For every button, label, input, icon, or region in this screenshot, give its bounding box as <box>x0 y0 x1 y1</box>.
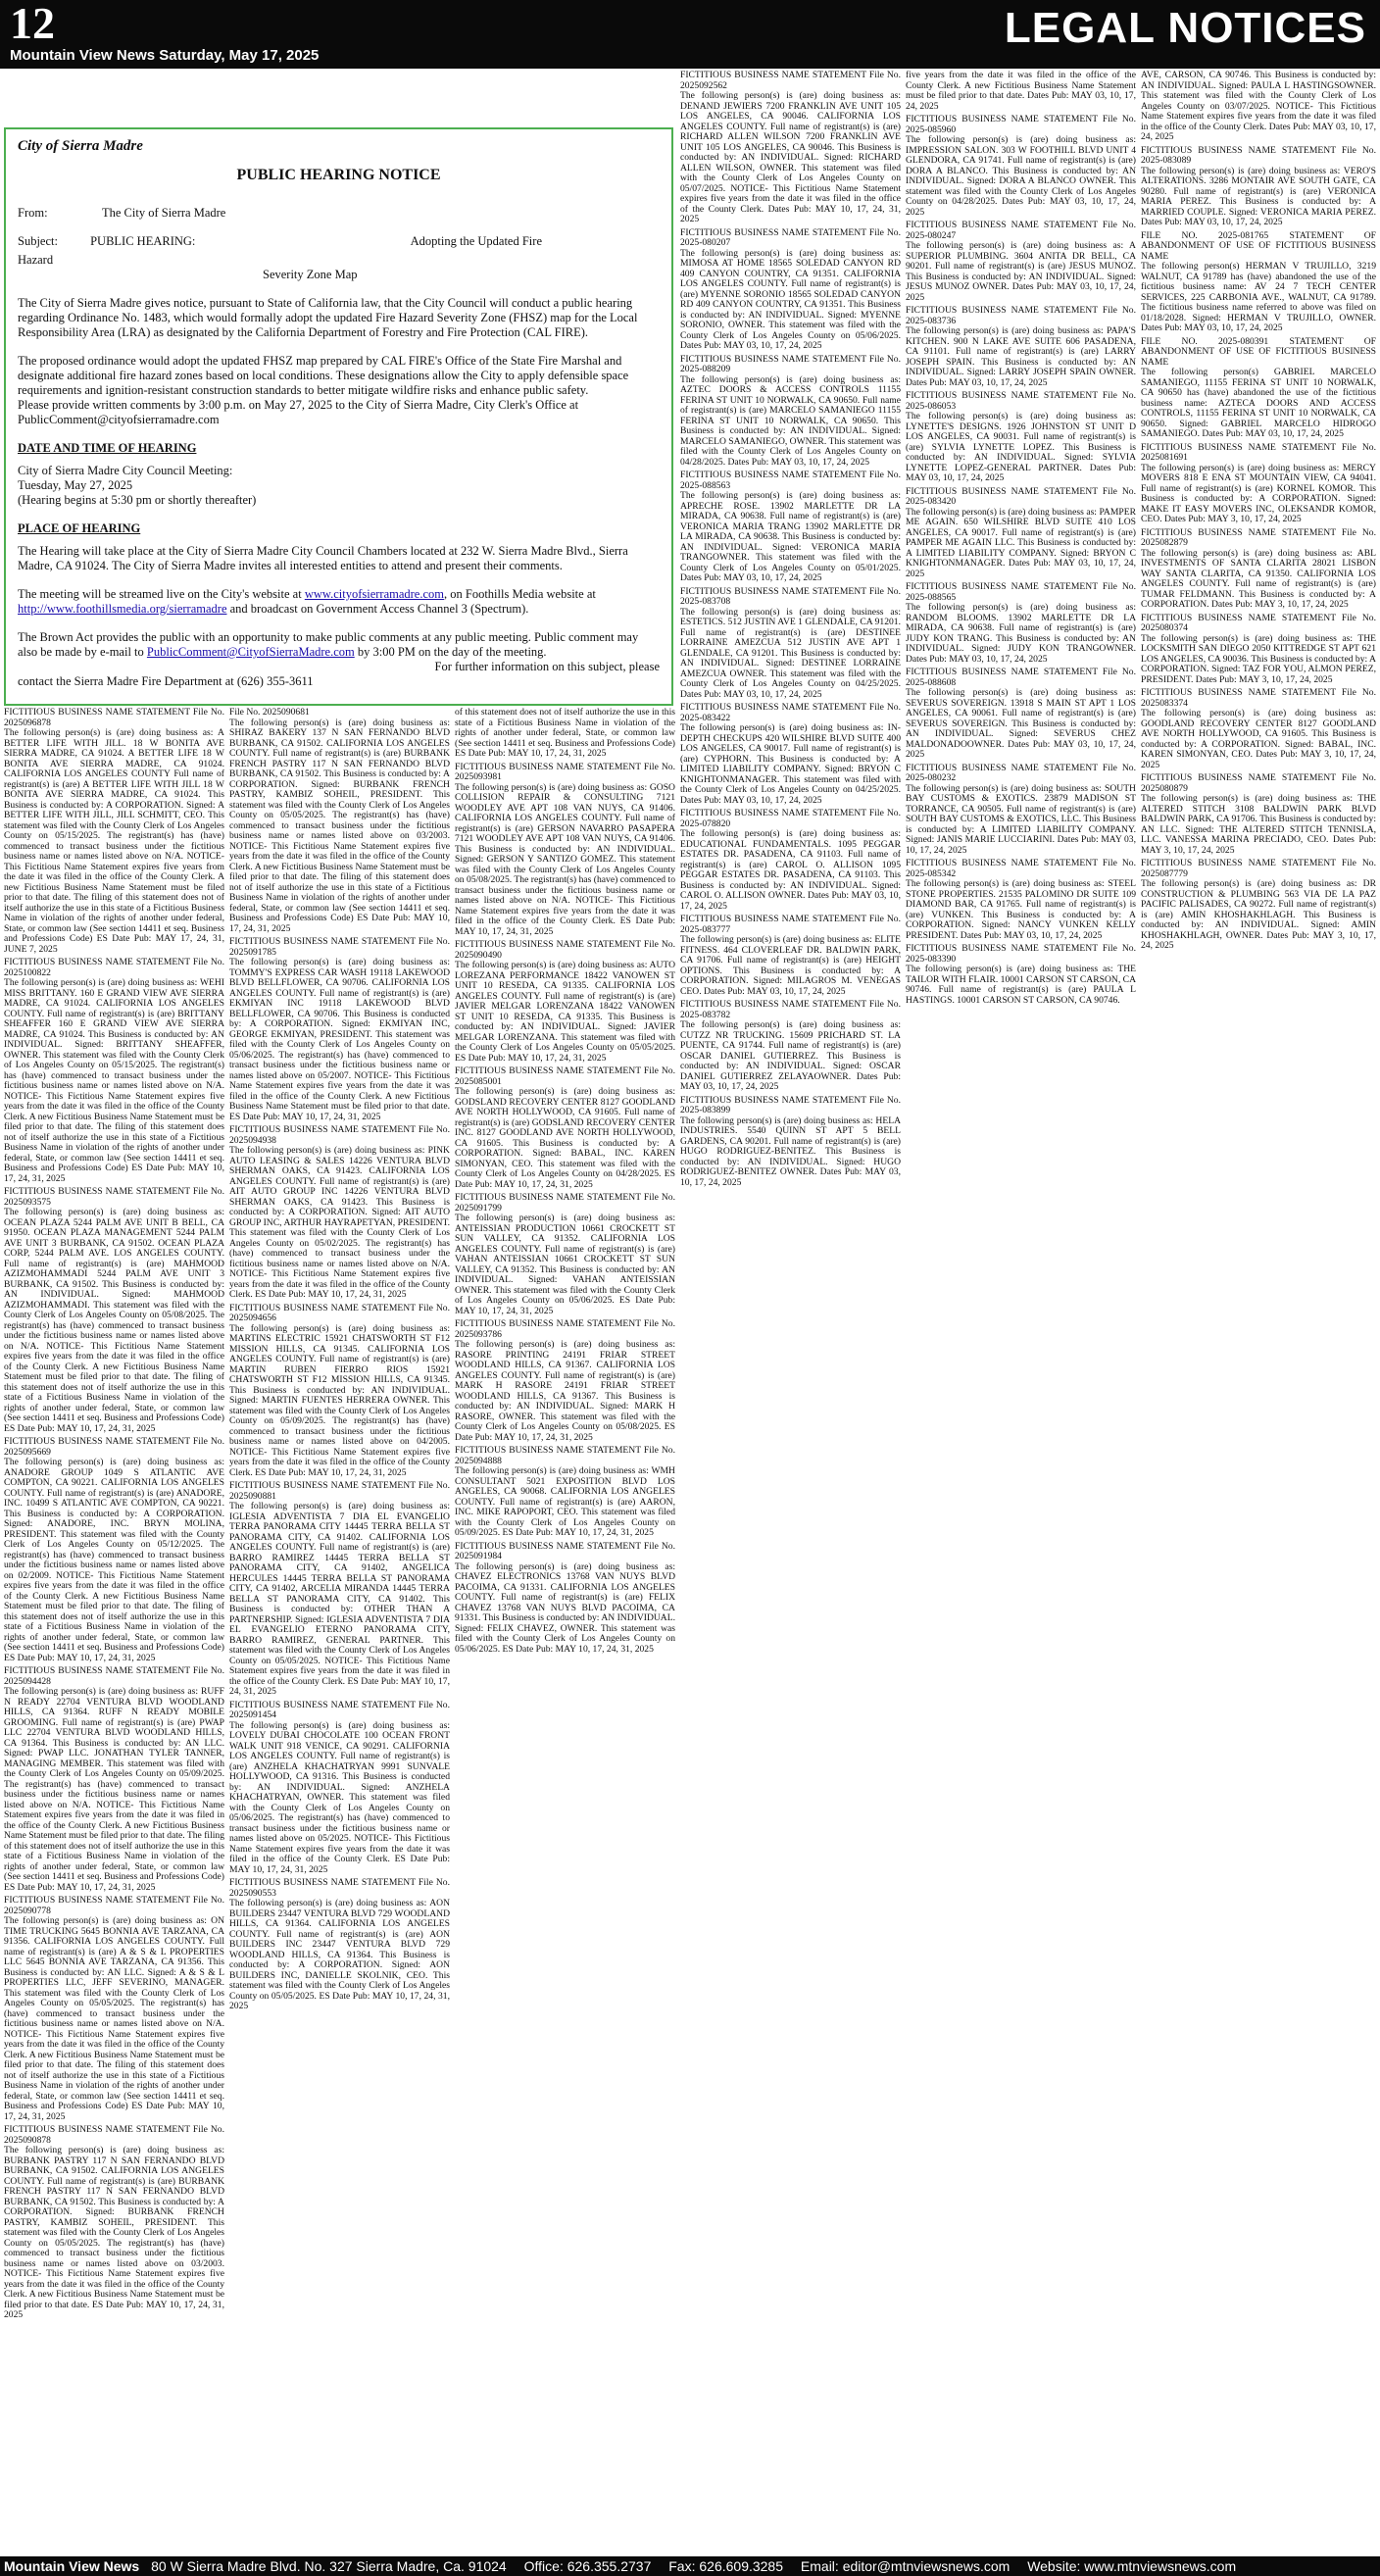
legal-notice-heading: FICTITIOUS BUSINESS NAME STATEMENT File No. 2025091785 <box>229 936 450 958</box>
legal-notice-body: The following person(s) is (are) doing business as: IMPRESSION SALON. 303 W FOOTHILL BLVD UNIT 4 GLENDORA, CA 91741. Full name of registrant(s) is (are) DORA A BLANCO. This Business is conducted by: AN INDIVIDUAL. Signed: DORA A BLANCO OWNER. This statement was filed with the County Clerk of Los Angeles County on 04/28/2025. Dates Pub: MAY 03, 10, 17, 24, 2025 <box>906 134 1136 218</box>
legal-notice <box>229 1481 450 1698</box>
legal-notice-heading: FILE NO. 2025-080391 STATEMENT OF ABANDONMENT OF USE OF FICTITIOUS BUSINESS NAME <box>1141 335 1376 368</box>
legal-notice <box>906 115 1136 218</box>
legal-notice-heading: File No. 2025090681 <box>229 708 310 718</box>
legal-notice-body: five years from the date it was filed in the office of the County Clerk. A new Fictitious Business Name Statement must be filed prior to that date. Dates Pub: MAY 03, 10, 17, 24, 2025 <box>906 71 1136 112</box>
legal-notice-heading: FICTITIOUS BUSINESS NAME STATEMENT File No. 2025-088608 <box>906 667 1136 688</box>
legal-notice-body: The following person(s) is (are) doing business as: AZTEC DOORS & ACCESS CONTROLS 11155 FERINA ST UNIT 10 NORWALK, CA 90650. Full name of registrant(s) is (are) MARCELO SAMANIEGO 11155 FERINA ST UNIT 10 NORWALK, CA 90650. This Business is conducted by: AN INDIVIDUAL. Signed: MARCELO SAMANIEGO, OWNER. This statement was filed with the County Clerk of Los Angeles County on 04/28/2025. Dates Pub: MAY 03, 10, 17, 24, 2025 <box>680 373 901 468</box>
city-name: City of Sierra Madre <box>18 138 143 154</box>
legal-notice-heading: FICTITIOUS BUSINESS NAME STATEMENT File No. 2025096878 <box>4 708 224 728</box>
legal-notice <box>906 221 1136 303</box>
legal-notice <box>455 1446 675 1539</box>
legal-notice <box>906 764 1136 857</box>
legal-notice <box>455 708 675 760</box>
legal-notice-body: The following person(s) is (are) doing business as: PAMPER ME AGAIN. 650 WILSHIRE BLVD SUITE 410 LOS ANGELES, CA 90017. Full name of registrant(s) is (are) PAMPER ME AGAIN LLC. This Business is conducted by: A LIMITED LIABILITY COMPANY. Signed: BRYON C KNIGHTONMANAGER. Dates Pub: MAY 03, 10, 17, 24, 2025 <box>906 506 1136 579</box>
legal-notice-body: The following person(s) is (are) doing business as: ANADORE GROUP 1049 S ATLANTIC AVE COMPTON, CA 90221. CALIFORNIA LOS ANGELES COUNTY. Full name of registrant(s) is (are) ANADORE, INC. 10499 S ATLANTIC AVE COMPTON, CA 90221. This Business is conducted by: A CORPORATION. Signed: ANADORE, INC. BRYN MOLINA, PRESIDENT. This statement was filed with the County Clerk of Los Angeles County on 05/12/2025. The registrant(s) has (have) commenced to transact business under the fictitious business name or names listed above on 02/2009. NOTICE- This Fictitious Name Statement expires five years from the date it was filed in the office of the County Clerk. A new Fictitious Business Name Statement must be filed prior to that date. The filing of this statement does not of itself authorize the use in this state of a Fictitious Business Name in violation of the rights of another under federal, State, or common law (See section 14411 et seq. Business and Professions Code) ES Date Pub: MAY 10, 17, 24, 31, 2025 <box>4 1457 224 1663</box>
legal-notice-body: The following person(s) is (are) doing business as: AUTO LOREZANA PERFORMANCE 18422 VANOWEN ST UNIT 10 RESEDA, CA 91335. CALIFORNIA LOS ANGELES COUNTY. Full name of registrant(s) is (are) JAVIER MELGAR LORENZANA 18422 VANOWEN ST UNIT 10 RESEDA, CA 91335. This Business is conducted by: AN INDIVIDUAL. Signed: JAVIER MELGAR LORENZANA. This statement was filed with the County Clerk of Los Angeles County on 05/05/2025. ES Date Pub: MAY 10, 17, 24, 31, 2025 <box>455 960 675 1064</box>
legal-notice-body: The following person(s) is (are) doing business as: VERO'S ALTERATIONS. 3286 MONTAIR AVE SOUTH GATE, CA 90280. Full name of registrant(s) is (are) VERONICA MARIA PEREZ. This Business is conducted by: A MARRIED COUPLE. Signed: VERONICA MARIA PEREZ. Dates Pub: MAY 03, 10, 17, 24, 2025 <box>1141 165 1376 227</box>
legal-notice <box>455 1319 675 1443</box>
brown-act-paragraph <box>18 630 660 660</box>
legal-notice-body: The following person(s) is (are) doing business as: THE LOCKSMITH SAN DIEGO 2050 KITTREDGE ST APT 621 LOS ANGELES, CA 90036. This Business is conducted by: A CORPORATION. Signed: TAZ FOR YOU, ALMON PEREZ, PRESIDENT. Dates Pub: MAY 3, 10, 17, 24, 2025 <box>1141 632 1376 685</box>
brown-text: The Brown Act provides the public with an opportunity to make public comments at any public meeting. Public comment may also be made by e-mail to <box>18 630 639 659</box>
hazard-line: Hazard <box>18 253 54 267</box>
legal-notice-heading: FILE NO. 2025-081765 STATEMENT OF ABANDONMENT OF USE OF FICTITIOUS BUSINESS NAME <box>1141 229 1376 262</box>
legal-notice-body: The following person(s) is (are) doing business as: ABL INVESTMENTS OF SANTA CLARITA 28021 LISBON WAY SANTA CLARITA, CA 91350. CALIFORNIA LOS ANGELES COUNTY. Full name of registrant(s) is (are) TUMAR FELDMANN. This Business is conducted by: A CORPORATION. Dates Pub: MAY 3, 10, 17, 24, 2025 <box>1141 547 1376 610</box>
date-heading: DATE AND TIME OF HEARING <box>18 441 197 455</box>
legal-notice-heading: FICTITIOUS BUSINESS NAME STATEMENT File No. 2025-080232 <box>906 762 1136 783</box>
footer-website: Website: www.mtnviewsnews.com <box>1027 2558 1237 2574</box>
legal-notice <box>680 915 901 997</box>
legal-notice-body: The following person(s) is (are) doing business as: SEVERUS SOVEREIGN. 13918 S MAIN ST APT 1 LOS ANGELES, CA 90061. Full name of registrant(s) is (are) SEVERUS SOVEREIGN. This Business is conducted by: AN INDIVIDUAL. Signed: SEVERUS CHEZ MALDONADOOWNER. Dates Pub: MAY 03, 10, 17, 24, 2025 <box>906 687 1136 760</box>
footer-office: Office: 626.355.2737 <box>523 2558 652 2574</box>
legal-notice-heading: FICTITIOUS BUSINESS NAME STATEMENT File No. 2025082879 <box>1141 526 1376 548</box>
legal-notice-body: The following person(s) is (are) doing business as: LOVELY DUBAI CHOCOLATE 100 OCEAN FRONT WALK UNIT 918 VENICE, CA 90291. CALIFORNIA LOS ANGELES COUNTY. Full name of registrant(s) is (are) ANZHELA KHACHATRYAN 9991 SUNVALE HOLLYWOOD, CA 91316. This Business is conducted by: AN INDIVIDUAL. Signed: ANZHELA KHACHATRYAN, OWNER. This statement was filed with the County Clerk of Los Angeles County on 05/06/2025. The registrant(s) has (have) commenced to transact business under the fictitious business name or names listed above on 05/2025. NOTICE- This Fictitious Name Statement expires five years from the date it was filed in the office of the County Clerk. ES Date Pub: MAY 10, 17, 24, 31, 2025 <box>229 1719 450 1875</box>
legal-notice-heading: FICTITIOUS BUSINESS NAME STATEMENT File No. 2025-086053 <box>906 390 1136 412</box>
section-title: LEGAL NOTICES <box>1004 4 1366 52</box>
legal-notice-heading: FICTITIOUS BUSINESS NAME STATEMENT File No. 2025-083708 <box>680 585 901 607</box>
legal-notice <box>1141 337 1376 440</box>
legal-notice-body: The following person(s) is (are) doing business as: THE TAILOR WITH FLAIR. 10001 CARSON ST CARSON, CA 90746. Full name of registrant(s) is (are) PAULA L HASTINGS. 10001 CARSON ST CARSON, CA 90746. <box>906 964 1136 1006</box>
legal-notice-body: The following person(s) is (are) doing business as: ESTETICS. 512 JUSTIN AVE 1 GLENDALE, CA 91201. Full name of registrant(s) is (are) DESTINEE LORRAINE AMEZCUA 512 JUSTIN AVE APT 1 GLENDALE, CA 91201. This Business is conducted by: AN INDIVIDUAL. Signed: DESTINEE LORRAINE AMEZCUA OWNER. This statement was filed with the County Clerk of Los Angeles County on 04/25/2025. Dates Pub: MAY 03, 10, 17, 24, 2025 <box>680 606 901 700</box>
subject-label: Subject: <box>18 234 58 248</box>
legal-notice-heading: FICTITIOUS BUSINESS NAME STATEMENT File No. 2025-083390 <box>906 943 1136 965</box>
legal-notice <box>1141 443 1376 525</box>
legal-notice-heading: FICTITIOUS BUSINESS NAME STATEMENT File No. 2025080374 <box>1141 612 1376 633</box>
subject-value: PUBLIC HEARING: <box>90 234 196 248</box>
legal-notice <box>906 859 1136 941</box>
legal-notice-heading: FICTITIOUS BUSINESS NAME STATEMENT File No. 2025-088565 <box>906 581 1136 603</box>
legal-notice-heading: FICTITIOUS BUSINESS NAME STATEMENT File No. 2025094938 <box>229 1124 450 1146</box>
legal-notice-body: The following person(s) is (are) doing business as: HELA INDUSTRIES. 5540 QUINN ST APT 5 BELL GARDENS, CA 90201. Full name of registrant(s) is (are) HUGO RODRIGUEZ-BENITEZ. This Business is conducted by: AN INDIVIDUAL. Signed: HUGO RODRIGUEZ-BENITEZ OWNER. Dates Pub: MAY 03, 10, 17, 24, 2025 <box>680 1115 901 1188</box>
dateline: Mountain View News Saturday, May 17, 2025 <box>10 47 320 64</box>
page-number: 12 <box>10 0 55 48</box>
place-heading: PLACE OF HEARING <box>18 521 141 535</box>
legal-notice-body: The following person(s) is (are) doing business as: WMH CONSULTANT 5021 EXPOSITION BLVD LOS ANGELES, CA 90068. CALIFORNIA LOS ANGELES COUNTY. Full name of registrant(s) is (are) AARON, INC. MIKE RAPOPORT, CEO. This statement was filed with the County Clerk of Los Angeles County on 05/09/2025. ES Date Pub: MAY 10, 17, 24, 31, 2025 <box>455 1465 675 1538</box>
legal-notice <box>1141 859 1376 952</box>
legal-notice <box>906 391 1136 484</box>
legal-notice-body: The following person(s) is (are) doing business as: APRECHE ROSE. 13902 MARLETTE DR LA MIRADA, CA 90638. Full name of registrant(s) is (are) VERONICA MARIA TRANG 13902 MARLETTE DR LA MIRADA, CA 90638. This Business is conducted by: AN INDIVIDUAL. Signed: VERONICA MARIA TRANGOWNER. This statement was filed with the County Clerk of Los Angeles County on 05/01/2025. Dates Pub: MAY 03, 10, 17, 24, 2025 <box>680 490 901 583</box>
legal-notice-heading: FICTITIOUS BUSINESS NAME STATEMENT File No. 2025-080247 <box>906 220 1136 241</box>
legal-notice-body: of this statement does not of itself authorize the use in this state of a Fictitious Business Name in violation of the rights of another under federal, State, or common law (See section 14411 et seq. Business and Professions Code) ES Date Pub: MAY 10, 17, 24, 31, 2025 <box>455 708 675 759</box>
legal-notice-body: The following person(s) is (are) doing business as: EDUCATIONAL FUNDAMENTALS. 1095 PEGGAR ESTATES DR. PASADENA, CA 91103. Full name of registrant(s) is (are) CAROL O. ALLISON 1095 PEGGAR ESTATES DR. PASADENA, CA 91103. This Business is conducted by: AN INDIVIDUAL. Signed: CAROL O. ALLISON OWNER. Dates Pub: MAY 03, 10, 17, 24, 2025 <box>680 828 901 912</box>
legal-notice-heading: FICTITIOUS BUSINESS NAME STATEMENT File No. 2025090881 <box>229 1480 450 1502</box>
date-block <box>18 464 660 508</box>
legal-notice <box>455 763 675 938</box>
legal-notice-heading: FICTITIOUS BUSINESS NAME STATEMENT File No. 2025090878 <box>4 2124 224 2146</box>
legal-notice-body: The following person(s) is (are) doing business as: DENAND JEWIERS 7200 FRANKLIN AVE UNIT 105 LOS ANGELES, CA 90046. CALIFORNIA LOS ANGELES COUNTY. Full name of registrant(s) is (are) RICHARD ALLEN WILSON 7200 FRANKLIN AVE UNIT 105 LOS ANGELES, CA 90046. This Business is conducted by: AN INDIVIDUAL. Signed: RICHARD ALLEN WILSON, OWNER. This statement was filed with the County Clerk of Los Angeles County on 05/07/2025. NOTICE- This Fictitious Name Statement expires five years from the date it was filed in the office of the County Clerk. Dates Pub: MAY 10, 17, 24, 31, 2025 <box>680 90 901 224</box>
legal-notice-heading: FICTITIOUS BUSINESS NAME STATEMENT File No. 2025093575 <box>4 1186 224 1208</box>
from-value: The City of Sierra Madre <box>102 206 226 220</box>
legal-notice-body: The following person(s) is (are) doing business as: MARTINS ELECTRIC 15921 CHATSWORTH ST F12 MISSION HILLS, CA 91345. CALIFORNIA LOS ANGELES COUNTY. Full name of registrant(s) is (are) MARTIN RUBEN FIERRO RIOS 15921 CHATSWORTH ST F12 MISSION HILLS, CA 91345. This Business is conducted by: AN INDIVIDUAL. Signed: MARTIN FUENTES HERRERA OWNER. This statement was filed with the County Clerk of Los Angeles County on 05/09/2025. The registrant(s) has (have) commenced to transact business under the fictitious business name or names listed above on 04/2005. NOTICE- This Fictitious Name Statement expires five years from the date it was filed in the office of the County Clerk. ES Date Pub: MAY 10, 17, 24, 31, 2025 <box>229 1322 450 1478</box>
legal-notice-body: The following person(s) is (are) doing business as: A BETTER LIFE WITH JILL. 18 W BONITA AVE SIERRA MADRE, CA 91024. A BETTER LIFE 18 W BONITA AVE SIERRA MADRE, CA 91024. CALIFORNIA LOS ANGELES COUNTY Full name of registrant(s) is (are) A BETTER LIFE WITH JILL 18 W BONITA AVE SIERRA MADRE, CA 91024. This Business is conducted by: A CORPORATION. Signed: A BETTER LIFE WITH JILL, JILL SCHMITT, CEO. This statement was filed with the County Clerk of Los Angeles County on 05/15/2025. The registrant(s) has (have) commenced to transact business under the fictitious business name or names listed above on N/A. NOTICE- This Fictitious Name Statement expires five years from the date it was filed in the office of the County Clerk. A new Fictitious Business Name Statement must be filed prior to that date. The filing of this statement does not of itself authorize the use in this state of a Fictitious Business Name in violation of the rights of another under federal, State, or common law (See section 14411 et seq. Business and Professions Code) ES Date Pub: MAY 17, 24, 31, JUNE 7, 2025 <box>4 727 224 955</box>
legal-notice-heading: FICTITIOUS BUSINESS NAME STATEMENT File No. 2025091799 <box>455 1192 675 1214</box>
legal-notice <box>680 355 901 469</box>
from-label: From: <box>18 206 48 220</box>
legal-column-5 <box>906 71 1136 2554</box>
legal-notice <box>906 582 1136 665</box>
legal-notice-heading: FICTITIOUS BUSINESS NAME STATEMENT File No. 2025094428 <box>4 1665 224 1687</box>
legal-notice <box>680 1000 901 1093</box>
legal-notice <box>680 703 901 806</box>
legal-notice <box>229 1125 450 1301</box>
legal-notice-heading: FICTITIOUS BUSINESS NAME STATEMENT File No. 2025-083899 <box>680 1094 901 1115</box>
legal-notice <box>455 940 675 1064</box>
legal-notice-heading: FICTITIOUS BUSINESS NAME STATEMENT File No. 2025-080207 <box>680 226 901 248</box>
legal-notice-body: The following person(s) is (are) doing business as: CHAVEZ ELECTRONICS 13768 VAN NUYS BLVD PACOIMA, CA 91331. CALIFORNIA LOS ANGELES COUNTY. Full name of registrant(s) is (are) FELIX CHAVEZ 13768 VAN NUYS BLVD PACOIMA, CA 91331. This Business is conducted by: AN INDIVIDUAL. Signed: FELIX CHAVEZ, OWNER. This statement was filed with the County Clerk of Los Angeles County on 05/06/2025. ES Date Pub: MAY 10, 17, 24, 31, 2025 <box>455 1560 675 1655</box>
legal-notice-body: The following person(s) is (are) doing business as: ELITE FITNESS. 464 CLOVERLEAF DR. BALDWIN PARK, CA 91706. Full name of registrant(s) is (are) HEIGHT OPTIONS. This Business is conducted by: A CORPORATION. Signed: MILAGROS M. VENEGAS CEO. Dates Pub: MAY 03, 10, 17, 24, 2025 <box>680 934 901 997</box>
legal-notice-body: The following person(s) is (are) doing business as: RASORE PRINTING 24191 FRIAR STREET WOODLAND HILLS, CA 91367. CALIFORNIA LOS ANGELES COUNTY. Full name of registrant(s) is (are) MARK H RASORE 24191 FRIAR STREET WOODLAND HILLS, CA 91367. This Business is conducted by: AN INDIVIDUAL. Signed: MARK H RASORE, OWNER. This statement was filed with the County Clerk of Los Angeles County on 05/08/2025. ES Date Pub: MAY 10, 17, 24, 31, 2025 <box>455 1339 675 1443</box>
legal-notice-heading: FICTITIOUS BUSINESS NAME STATEMENT File No. 2025090490 <box>455 939 675 961</box>
legal-notice-heading: FICTITIOUS BUSINESS NAME STATEMENT File No. 2025091454 <box>229 1699 450 1720</box>
legal-notice-body: The following person(s) is (are) doing business as: ON TIME TRUCKING 5645 BONNIA AVE TARZANA, CA 91356. CALIFORNIA LOS ANGELES COUNTY. Full name of registrant(s) is (are) A & S & L PROPERTIES LLC 5645 BONNIA AVE TARZANA, CA 91356. This Business is conducted by: AN LLC. Signed: A & S & L PROPERTIES LLC, JEFF SEVERINO, MANAGER. This statement was filed with the County Clerk of Los Angeles County on 05/05/2025. The registrant(s) has (have) commenced to transact business under the fictitious business name or names listed above on N/A. NOTICE- This Fictitious Name Statement expires five years from the date it was filed in the office of the County Clerk. A new Fictitious Business Name Statement must be filed prior to that date. The filing of this statement does not of itself authorize the use in this state of a Fictitious Business Name in violation of the rights of another under federal, State, or common law (See section 14411 et seq. Business and Professions Code) ES Date Pub: MAY 10, 17, 24, 31, 2025 <box>4 1915 224 2122</box>
legal-notice <box>1141 614 1376 686</box>
legal-notice-body: The following person(s) is (are) doing business as: RANDOM BLOOMS. 13902 MARLETTE DR LA MIRADA, CA 90638. Full name of registrant(s) is (are) JUDY KON TRANG. This Business is conducted by: AN INDIVIDUAL. Signed: JUDY KON TRANGOWNER. Dates Pub: MAY 03, 10, 17, 24, 2025 <box>906 602 1136 665</box>
legal-notice <box>229 1304 450 1479</box>
legal-notice <box>455 1066 675 1190</box>
foothills-media-link[interactable]: http://www.foothillsmedia.org/sierramadre <box>18 602 227 616</box>
legal-notice-heading: FICTITIOUS BUSINESS NAME STATEMENT File No. 2025-083420 <box>906 485 1136 507</box>
notice-paragraph-2: The proposed ordinance would adopt the updated FHSZ map prepared by CAL FIRE's Office of the State Fire Marshal and designate additional fire hazard zones based on local conditions. These designations allow the City to apply defensible space requirements and ignition-resistant construction standards to better mitigate wildfire risks and enhance public safety. <box>18 354 629 397</box>
legal-notice-body: The following person(s) is (are) doing business as: MERCY MOVERS 818 E ENA ST MOUNTAIN VIEW, CA 94041. Full name of registrant(s) is (are) KORNEL KOMOR. This Business is conducted by: A CORPORATION. Signed: MAKE IT EASY MOVERS INC, OLEKSANDR KOMOR, CEO. Dates Pub: MAY 3, 10, 17, 24, 2025 <box>1141 462 1376 524</box>
legal-notice-body: The following person(s) is (are) doing business as: AON BUILDERS 23447 VENTURA BLVD 729 WOODLAND HILLS, CA 91364. CALIFORNIA LOS ANGELES COUNTY. Full name of registrant(s) is (are) AON BUILDERS INC 23447 VENTURA BLVD 729 WOODLAND HILLS, CA 91364. This Business is conducted by: A CORPORATION. Signed: AON BUILDERS INC, DANIELLE SKOLNIK, CEO. This statement was filed with the County Clerk of Los Angeles County on 05/05/2025. ES Date Pub: MAY 10, 17, 24, 31, 2025 <box>229 1898 450 2011</box>
memo-subject <box>18 234 660 249</box>
legal-notice <box>1141 146 1376 228</box>
legal-notice-heading: FICTITIOUS BUSINESS NAME STATEMENT File No. 2025-083782 <box>680 999 901 1020</box>
stream-paragraph <box>18 587 660 617</box>
legal-notice <box>4 958 224 1184</box>
legal-column-4 <box>680 71 901 2554</box>
legal-notice-body: The following person(s) is (are) doing business as: IGLESIA ADVENTISTA 7 DIA EL EVANGELIO TERRA PANORAMA CITY 14445 TERRA BELLA ST PANORAMA CITY, CA 91402. CALIFORNIA LOS ANGELES COUNTY. Full name of registrant(s) is (are) BARRO RAMIREZ 14445 TERRA BELLA ST PANORAMA CITY, CA 91402, ANGELICA HERCULES 14445 TERRA BELLA ST PANORAMA CITY, CA 91402, ARCELIA MIRANDA 14445 TERRA BELLA ST PANORAMA CITY, CA 91402. This Business is conducted by: OTHER THAN A PARTNERSHIP. Signed: IGLESIA ADVENTISTA 7 DIA EL EVANGELIO ETERNO PANORAMA CITY, BARRO RAMIREZ, GENERAL PARTNER. This statement was filed with the County Clerk of Los Angeles County on 05/05/2025. NOTICE- This Fictitious Name Statement expires five years from the date it was filed in the office of the County Clerk. ES Date Pub: MAY 10, 17, 24, 31, 2025 <box>229 1501 450 1697</box>
legal-notice-body: The following person(s) is (are) doing business as: BURBANK PASTRY 117 N SAN FERNANDO BLVD BURBANK, CA 91502. CALIFORNIA LOS ANGELES COUNTY. Full name of registrant(s) is (are) BURBANK FRENCH PASTRY 117 N SAN FERNANDO BLVD BURBANK, CA 91502. This Business is conducted by: A CORPORATION. Signed: BURBANK FRENCH PASTRY, KAMBIZ SOHEIL, PRESIDENT. This statement was filed with the County Clerk of Los Angeles County on 05/05/2025. The registrant(s) has (have) commenced to transact business under the fictitious business name or names listed above on 03/2003. NOTICE- This Fictitious Name Statement expires five years from the date it was filed in the office of the County Clerk. A new Fictitious Business Name Statement must be filed prior to that date. ES Date Pub: MAY 10, 17, 24, 31, 2025 <box>4 2145 224 2320</box>
legal-notice-heading: FICTITIOUS BUSINESS NAME STATEMENT File No. 2025090553 <box>229 1877 450 1899</box>
legal-notice-body: The following person(s) is (are) doing business as: GOSO COLLISION REPAIR & CONSULTING 7121 WOODLEY AVE APT 108 VAN NUYS, CA 91406. CALIFORNIA LOS ANGELES COUNTY. Full name of registrant(s) is (are) GERSON NAVARRO PASAPERA 7121 WOODLEY AVE APT 108 VAN NUYS, CA 91406. This Business is conducted by: AN INDIVIDUAL. Signed: GERSON Y SANTIZO GOMEZ. This statement was filed with the County Clerk of Los Angeles County on 05/08/2025. The registrant(s) has (have) commenced to transact business under the fictitious business name or names listed above on N/A. NOTICE- This Fictitious Name Statement expires five years from the date it was filed in the office of the County Clerk. ES Date Pub: MAY 10, 17, 24, 31, 2025 <box>455 781 675 937</box>
footer-address: 80 W Sierra Madre Blvd. No. 327 Sierra Madre, Ca. 91024 <box>151 2558 507 2574</box>
legal-notice <box>1141 688 1376 770</box>
legal-notice <box>455 1542 675 1656</box>
severity-line: Severity Zone Map <box>263 268 358 281</box>
place-text: The Hearing will take place at the City of Sierra Madre City Council Chambers located at 232 W. Sierra Madre Blvd., Sierra Madre, CA 91024. The City of Sierra Madre invites all interested entities to attend and present their comments. <box>18 544 628 572</box>
legal-notice-heading: FICTITIOUS BUSINESS NAME STATEMENT File No. 2025080879 <box>1141 772 1376 794</box>
legal-notice-body: The following person(s) is (are) doing business as: DR CONSTRUCTION & PLUMBING 563 VIA DE LA PAZ PACIFIC PALISADES, CA 90272. Full name of registrant(s) is (are) AMIN KHOSHAKHLAGH. This Business is conducted by: AN INDIVIDUAL. Signed: AMIN KHOSHAKHLAGH, OWNER. Dates Pub: MAY 3, 10, 17, 24, 2025 <box>1141 878 1376 951</box>
legal-notice <box>4 2125 224 2321</box>
public-comment-email-link[interactable]: PublicComment@CityofSierraMadre.com <box>146 645 355 659</box>
legal-notice <box>1141 773 1376 856</box>
legal-notice <box>1141 71 1376 143</box>
footer-fax: Fax: 626.609.3285 <box>668 2558 784 2574</box>
legal-notice-body: The following person(s) is (are) doing business as: LYNETTE'S DESIGNS. 1926 JOHNSTON ST UNIT D LOS ANGELES, CA 90031. Full name of registrant(s) is (are) SYLVIA LYNETTE LOPEZ. This Business is conducted by: AN INDIVIDUAL. Signed: SYLVIA LYNETTE LOPEZ-GENERAL PARTNER. Dates Pub: MAY 03, 10, 17, 24, 2025 <box>906 411 1136 483</box>
footer-email: Email: editor@mtnviewsnews.com <box>800 2558 1010 2574</box>
legal-notice-heading: FICTITIOUS BUSINESS NAME STATEMENT File No. 2025100822 <box>4 957 224 978</box>
legal-notice-body: The following person(s) is (are) doing business as: STEEL STONE PROPERTIES. 21535 PALOMINO DR SUITE 109 DIAMOND BAR, CA 91765. Full name of registrant(s) is (are) VUNKEN. This Business is conducted by: A CORPORATION. Signed: NANCY VUNKEN KELLY PRESIDENT. Dates Pub: MAY 03, 10, 17, 24, 2025 <box>906 878 1136 941</box>
notice-paragraph-3: Please provide written comments by 3:00 p.m. on May 27, 2025 to the City of Sierra Madre, City Clerk's Office at PublicComment@cityofsierramadre.com <box>18 398 579 426</box>
legal-notice <box>1141 528 1376 611</box>
legal-notice-heading: FICTITIOUS BUSINESS NAME STATEMENT File No. 2025094888 <box>455 1445 675 1466</box>
legal-notice-heading: FICTITIOUS BUSINESS NAME STATEMENT File No. 2025093981 <box>455 761 675 782</box>
legal-notice-body: The following person(s) is (are) doing business as: THE ALTERED STITCH 3108 BALDWIN PARK BLVD BALDWIN PARK, CA 91706. This Business is conducted by: AN LLC. Signed: THE ALTERED STITCH TENNISLA, LLC. VANESSA MARINA PRECIADO, CEO. Dates Pub: MAY 3, 10, 17, 24, 2025 <box>1141 793 1376 856</box>
legal-notice <box>680 471 901 584</box>
legal-notice <box>229 708 450 934</box>
legal-notice-heading: FICTITIOUS BUSINESS NAME STATEMENT File No. 2025-083089 <box>1141 144 1376 166</box>
legal-notice <box>680 228 901 352</box>
masthead <box>0 0 1380 69</box>
subject-line <box>90 234 660 249</box>
legal-notice-heading: FICTITIOUS BUSINESS NAME STATEMENT File No. 2025-083736 <box>906 305 1136 326</box>
brown-text-post: by 3:00 PM on the day of the meeting. <box>354 645 547 659</box>
notice-heading: PUBLIC HEARING NOTICE <box>236 167 441 183</box>
legal-notice-heading: FICTITIOUS BUSINESS NAME STATEMENT File No. 2025094656 <box>229 1302 450 1323</box>
legal-column-3 <box>455 708 675 2554</box>
legal-notice-body: The following person(s) HERMAN V TRUJILLO, 3219 WALNUT, CA 91789 has (have) abandoned the use of the fictitious business name: AV 24 7 TECH CENTER SERVICES, 225 CARBONIA AVE., WALNUT, CA 91789. The fictitious business name referred to above was filed on 01/18/2028. Signed: HERMAN V TRUJILLO, OWNER. Dates Pub: MAY 03, 10, 17, 24, 2025 <box>1141 261 1376 333</box>
legal-notice-heading: FICTITIOUS BUSINESS NAME STATEMENT File No. 2025-083422 <box>680 702 901 723</box>
legal-notice-body: The following person(s) is (are) doing business as: ANTEISSIAN PRODUCTION 10661 CROCKETT ST SUN VALLEY, CA 91352. CALIFORNIA LOS ANGELES COUNTY. Full name of registrant(s) is (are) VAHAN ANTEISSIAN 10661 CROCKETT ST SUN VALLEY, CA 91352. This Business is conducted by: AN INDIVIDUAL. Signed: VAHAN ANTEISSIAN OWNER. This statement was filed with the County Clerk of Los Angeles County on 05/06/2025. ES Date Pub: MAY 10, 17, 24, 31, 2025 <box>455 1213 675 1316</box>
legal-notice <box>4 708 224 955</box>
legal-notice <box>906 306 1136 388</box>
date-line-1: City of Sierra Madre City Council Meeting: <box>18 464 233 477</box>
legal-notice <box>1141 231 1376 334</box>
legal-notice <box>4 1437 224 1663</box>
legal-notice-heading: FICTITIOUS BUSINESS NAME STATEMENT File No. 2025-078820 <box>680 808 901 829</box>
subject-right: Adopting the Updated Fire <box>410 234 542 248</box>
legal-notice-body: The following person(s) is (are) doing business as: OCEAN PLAZA 5244 PALM AVE UNIT B BELL, CA 91950. OCEAN PLAZA MANAGEMENT 5244 PALM AVE UNIT 3 BURBANK, CA 91502. OCEAN PLAZA CORP, 5244 PALM AVE. LOS ANGELES COUNTY. Full name of registrant(s) is (are) MAHMOOD AZIZMOHAMMADI 5244 PALM AVE UNIT 3 BURBANK, CA 91502. This Business is conducted by: AN INDIVIDUAL. Signed: MAHMOOD AZIZMOHAMMADI. This statement was filed with the County Clerk of Los Angeles County on 05/08/2025. The registrant(s) has (have) commenced to transact business under the fictitious business name or names listed above on N/A. NOTICE- This Fictitious Name Statement expires five years from the date it was filed in the office of the County Clerk. A new Fictitious Business Name Statement must be filed prior to that date. The filing of this statement does not of itself authorize the use in this state of a Fictitious Business Name in violation of the rights of another under federal, State, or common law (See section 14411 et seq. Business and Professions Code) ES Date Pub: MAY 10, 17, 24, 31, 2025 <box>4 1207 224 1434</box>
contact-line: contact the Sierra Madre Fire Department at (626) 355-3611 <box>18 674 314 688</box>
legal-notice-body: AVE, CARSON, CA 90746. This Business is conducted by: AN INDIVIDUAL. Signed: PAULA L HASTINGSOWNER. This statement was filed with the County Clerk of Los Angeles County on 03/07/2025. NOTICE- This Fictitious Name Statement expires five years from the date it was filed in the office of the County Clerk. Dates Pub: MAY 03, 10, 17, 24, 2025 <box>1141 71 1376 142</box>
legal-notice-body: The following person(s) is (are) doing business as: A SUPERIOR PLUMBING. 3604 ANITA DR BELL, CA 90201. Full name of registrant(s) is (are) JESUS MUNOZ. This Business is conducted by: AN INDIVIDUAL. Signed: JESUS MUNOZ OWNER. Dates Pub: MAY 03, 10, 17, 24, 2025 <box>906 240 1136 303</box>
footer-bar <box>0 2556 1380 2576</box>
legal-notice <box>680 1096 901 1189</box>
legal-column-1 <box>4 708 224 2554</box>
contact-right: For further information on this subject, please <box>434 660 660 673</box>
legal-notice-heading: FICTITIOUS BUSINESS NAME STATEMENT File No. 2025085001 <box>455 1065 675 1087</box>
date-line-2: Tuesday, May 27, 2025 <box>18 478 133 492</box>
legal-notice-body: The following person(s) is (are) doing business as: PAPA'S KITCHEN. 900 N LAKE AVE SUITE 606 PASADENA, CA 91101. Full name of registrant(s) is (are) LARRY JOSEPH SPAIN. This Business is conducted by: AN INDIVIDUAL. Signed: LARRY JOSEPH SPAIN OWNER. Dates Pub: MAY 03, 10, 17, 24, 2025 <box>906 325 1136 388</box>
stream-text-post: and broadcast on Government Access Channel 3 (Spectrum). <box>226 602 529 616</box>
legal-notice-heading: FICTITIOUS BUSINESS NAME STATEMENT File No. 2025-083777 <box>680 914 901 935</box>
legal-notice-body: The following person(s) is (are) doing business as: CUTZZ NR TRUCKING. 15609 PRICHARD ST. LA PUENTE, CA 91744. Full name of registrant(s) is (are) OSCAR DANIEL GUTIERREZ. This Business is conducted by: AN INDIVIDUAL. Signed: OSCAR DANIEL GUTIERREZ ZELAYAOWNER. Dates Pub: MAY 03, 10, 17, 24, 2025 <box>680 1019 901 1092</box>
legal-notice <box>229 1701 450 1876</box>
stream-text-mid: , on Foothills Media website at <box>444 587 596 601</box>
legal-notice-heading: FICTITIOUS BUSINESS NAME STATEMENT File No. 2025093786 <box>455 1318 675 1340</box>
memo-from <box>18 206 660 221</box>
stream-text: The meeting will be streamed live on the City's website at <box>18 587 305 601</box>
legal-notice-body: The following person(s) is (are) doing business as: SOUTH BAY CUSTOMS & EXOTICS. 23879 MADISON ST TORRANCE, CA 90505. Full name of registrant(s) is (are) SOUTH BAY CUSTOMS & EXOTICS, LLC. This Business is conducted by: A LIMITED LIABILITY COMPANY. Signed: JANIS MARIE LUCCIARINI. Dates Pub: MAY 03, 10, 17, 24, 2025 <box>906 782 1136 856</box>
legal-notice-heading: FICTITIOUS BUSINESS NAME STATEMENT File No. 2025087779 <box>1141 858 1376 879</box>
legal-notice <box>680 809 901 912</box>
legal-notice-body: The following person(s) is (are) doing business as: RUFF N READY 22704 VENTURA BLVD WOODLAND HILLS, CA 91364. RUFF N READY MOBILE GROOMING. Full name of registrant(s) is (are) PWAP LLC 22704 VENTURA BLVD WOODLAND HILLS, CA 91364. This Business is conducted by: AN LLC. Signed: PWAP LLC. JONATHAN TYLER TANNER, MANAGING MEMBER. This statement was filed with the County Clerk of Los Angeles County on 05/09/2025. The registrant(s) has (have) commenced to transact business under the fictitious business name or names listed above on N/A. NOTICE- This Fictitious Name Statement expires five years from the date it was filed in the office of the County Clerk. A new Fictitious Business Name Statement must be filed prior to that date. The filing of this statement does not of itself authorize the use in this state of a Fictitious Business Name in violation of the rights of another under federal, State, or common law (See section 14411 et seq. Business and Professions Code) ES Date Pub: MAY 10, 17, 24, 31, 2025 <box>4 1686 224 1893</box>
date-line-3: (Hearing begins at 5:30 pm or shortly thereafter) <box>18 493 257 507</box>
footer-paper-name: Mountain View News <box>4 2558 140 2574</box>
legal-notice-body: The following person(s) is (are) doing business as: SHIRAZ BAKERY 137 N SAN FERNANDO BLVD BURBANK, CA 91502. CALIFORNIA LOS ANGELES COUNTY. Full name of registrant(s) is (are) BURBANK FRENCH PASTRY 117 N SAN FERNANDO BLVD BURBANK, CA 91502. This Business is conducted by: A CORPORATION. Signed: BURBANK FRENCH PASTRY, KAMBIZ SOHEIL, PRESIDENT. This statement was filed with the County Clerk of Los Angeles County on 05/05/2025. The registrant(s) has (have) commenced to transact business under the fictitious business name or names listed above on 03/2003. NOTICE- This Fictitious Name Statement expires five years from the date it was filed in the office of the County Clerk. A new Fictitious Business Name Statement must be filed prior to that date. The filing of this statement does not of itself authorize the use in this state of a Fictitious Business Name in violation of the rights of another under federal, State, or common law (See section 14411 et seq. Business and Professions Code) ES Date Pub: MAY 10, 17, 24, 31, 2025 <box>229 717 450 934</box>
legal-notice-heading: FICTITIOUS BUSINESS NAME STATEMENT File No. 2025-085342 <box>906 858 1136 879</box>
legal-notice-body: The following person(s) GABRIEL MARCELO SAMANIEGO, 11155 FERINA ST UNIT 10 NORWALK, CA 90650 has (have) abandoned the use of the fictitious business name: AZTECA DOORS AND ACCESS CONTROLS, 11155 FERINA ST UNIT 10 NORWALK, CA 90650. Signed: GABRIEL MARCELO HIDROGO SAMANIEGO. Dates Pub: MAY 03, 10, 17, 24, 2025 <box>1141 367 1376 439</box>
legal-notice <box>4 1666 224 1893</box>
notice-paragraph-1: The City of Sierra Madre gives notice, pursuant to State of California law, that the City Council will conduct a public hearing regarding Ordinance No. 1483, which would formally adopt the updated Fire Hazard Severity Zone (FHSZ) map for the Local Responsibility Area (LRA) as designated by the California Department of Forestry and Fire Protection (CAL FIRE). <box>18 296 638 339</box>
legal-notice <box>906 944 1136 1006</box>
legal-notice-heading: FICTITIOUS BUSINESS NAME STATEMENT File No. 2025091984 <box>455 1540 675 1561</box>
legal-notice-heading: FICTITIOUS BUSINESS NAME STATEMENT File No. 2025-088563 <box>680 470 901 491</box>
legal-notice-heading: FICTITIOUS BUSINESS NAME STATEMENT File No. 2025095669 <box>4 1436 224 1458</box>
legal-notice <box>229 937 450 1122</box>
legal-notice-body: The following person(s) is (are) doing business as: WEHI MISS BRITTANY. 160 E GRAND VIEW AVE SIERRA MADRE, CA 91024. CALIFORNIA LOS ANGELES COUNTY. Full name of registrant(s) is (are) BRITTANY SHEAFFER 160 E GRAND VIEW AVE SIERRA MADRE, CA 91024. This Business is conducted by: AN INDIVIDUAL. Signed: BRITTANY SHEAFFER, OWNER. This statement was filed with the County Clerk of Los Angeles County on 05/15/2025. The registrant(s) has (have) commenced to transact business under the fictitious business name or names listed above on N/A. NOTICE- This Fictitious Name Statement expires five years from the date it was filed in the office of the County Clerk. A new Fictitious Business Name Statement must be filed prior to that date. The filing of this statement does not of itself authorize the use in this state of a Fictitious Business Name in violation of the rights of another under federal, State, or common law (See section 14411 et seq. Business and Professions Code) ES Date Pub: MAY 10, 17, 24, 31, 2025 <box>4 977 224 1184</box>
legal-notice <box>906 487 1136 580</box>
city-website-link[interactable]: www.cityofsierramadre.com <box>304 587 444 601</box>
legal-notice-body: The following person(s) is (are) doing business as: TOMMY'S EXPRESS CAR WASH 19118 LAKEWOOD BLVD BELLFLOWER, CA 90706. CALIFORNIA LOS ANGELES COUNTY. Full name of registrant(s) is (are) EKMIYAN INC 19118 LAKEWOOD BLVD BELLFLOWER, CA 90706. This Business is conducted by: A CORPORATION. Signed: EKMIYAN INC, GEORGE EKMIYAN, PRESIDENT. This statement was filed with the County Clerk of Los Angeles County on 05/06/2025. The registrant(s) has (have) commenced to transact business under the fictitious business name or names listed above on 05/2007. NOTICE- This Fictitious Name Statement expires five years from the date it was filed in the office of the County Clerk. A new Fictitious Business Name Statement must be filed prior to that date. ES Date Pub: MAY 10, 17, 24, 31, 2025 <box>229 957 450 1122</box>
legal-notice <box>4 1896 224 2122</box>
legal-notice <box>455 1193 675 1316</box>
legal-column-6 <box>1141 71 1376 2554</box>
legal-notice-body: The following person(s) is (are) doing business as: MIMOSA AT HOME 18565 SOLEDAD CANYON RD 409 CANYON COUNTRY, CA 91351. CALIFORNIA LOS ANGELES COUNTY. Full name of registrant(s) is (are) MYENNE SORONIO 18565 SOLEDAD CANYON RD 409 CANYON COUNTRY, CA 91351. This Business is conducted by: AN INDIVIDUAL. Signed: MYENNE SORONIO, OWNER. This statement was filed with the County Clerk of Los Angeles County on 05/06/2025. Dates Pub: MAY 03, 10, 17, 24, 2025 <box>680 247 901 351</box>
legal-notice-body: The following person(s) is (are) doing business as: IN-DEPTH CHECKUPS 420 WILSHIRE BLVD SUITE 400 LOS ANGELES, CA 90017. Full name of registrant(s) is (are) CYPHORN. This Business is conducted by: A LIMITED LIABILITY COMPANY. Signed: BRYON C KNIGHTONMANAGER. This statement was filed with the County Clerk of Los Angeles County on 04/25/2025. Dates Pub: MAY 03, 10, 17, 24, 2025 <box>680 722 901 806</box>
legal-notice-body: The following person(s) is (are) doing business as: GODSLAND RECOVERY CENTER 8127 GOODLAND AVE NORTH HOLLYWOOD, CA 91605. Full name of registrant(s) is (are) GODSLAND RECOVERY CENTER INC. 8127 GOODLAND AVE NORTH HOLLYWOOD, CA 91605. This Business is conducted by: A CORPORATION. Signed: BABAL, INC. KAREN SIMONYAN, CEO. This statement was filed with the County Clerk of Los Angeles County on 04/28/2025. ES Date Pub: MAY 10, 17, 24, 31, 2025 <box>455 1086 675 1190</box>
legal-notice-heading: FICTITIOUS BUSINESS NAME STATEMENT File No. 2025-085960 <box>906 114 1136 135</box>
legal-notice <box>680 587 901 701</box>
legal-notice-heading: FICTITIOUS BUSINESS NAME STATEMENT File No. 2025092562 <box>680 71 901 91</box>
legal-notice-heading: FICTITIOUS BUSINESS NAME STATEMENT File No. 2025081691 <box>1141 441 1376 463</box>
legal-notice <box>4 1187 224 1434</box>
public-hearing-notice <box>4 127 673 706</box>
legal-notice-body: The following person(s) is (are) doing business as: PINK AUTO LEASING & SALES 14226 VENTURA BLVD SHERMAN OAKS, CA 91423. CALIFORNIA LOS ANGELES COUNTY. Full name of registrant(s) is (are) AIT AUTO GROUP INC 14226 VENTURA BLVD SHERMAN OAKS, CA 91423. This Business is conducted by: A CORPORATION. Signed: AIT AUTO GROUP INC, ARTHUR HAYRAPETYAN, PRESIDENT. This statement was filed with the County Clerk of Los Angeles County on 05/02/2025. The registrant(s) has (have) commenced to transact business under the fictitious business name or names listed above on N/A. NOTICE- This Fictitious Name Statement expires five years from the date it was filed in the office of the County Clerk. ES Date Pub: MAY 10, 17, 24, 31, 2025 <box>229 1145 450 1300</box>
legal-notice <box>229 1878 450 2012</box>
legal-notice <box>906 71 1136 112</box>
legal-notice-heading: FICTITIOUS BUSINESS NAME STATEMENT File No. 2025083374 <box>1141 687 1376 709</box>
legal-column-2 <box>229 708 450 2554</box>
legal-notice-body: The following person(s) is (are) doing business as: GOODLAND RECOVERY CENTER 8127 GOODLAND AVE NORTH HOLLYWOOD, CA 91605. This Business is conducted by: A CORPORATION. Signed: BABAL, INC. KAREN SIMONYAN, CEO. Dates Pub: MAY 3, 10, 17, 24, 2025 <box>1141 708 1376 770</box>
legal-notice <box>680 71 901 225</box>
legal-notice-heading: FICTITIOUS BUSINESS NAME STATEMENT File No. 2025-088209 <box>680 353 901 374</box>
legal-notice <box>906 668 1136 761</box>
legal-notice-heading: FICTITIOUS BUSINESS NAME STATEMENT File No. 2025090778 <box>4 1895 224 1916</box>
